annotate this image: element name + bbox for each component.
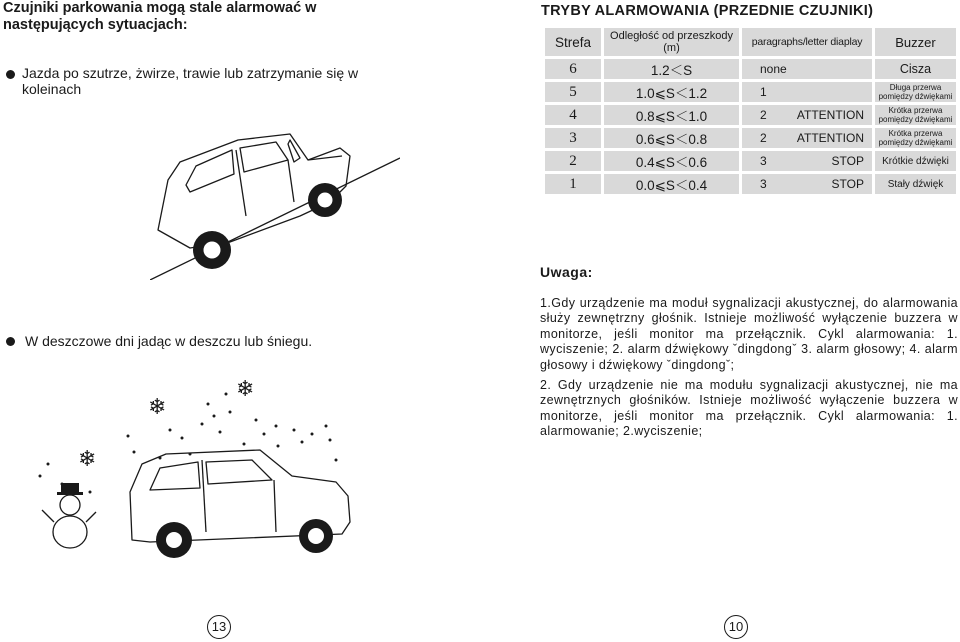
situation-rain-snow: W deszczowe dni jadąc w deszczu lub śniegu. <box>25 333 313 349</box>
cell-display-word: ATTENTION <box>796 108 864 122</box>
cell-zone: 4 <box>545 105 604 125</box>
situation-gravel: Jazda po szutrze, żwirze, trawie lub zatrzymanie się w koleinach <box>22 65 359 97</box>
cell-zone: 5 <box>545 82 604 102</box>
header-zone: Strefa <box>545 28 604 56</box>
header-buzzer: Buzzer <box>875 28 956 56</box>
cell-display-word: ATTENTION <box>796 131 864 145</box>
cell-distance: 1.0⩽S＜1.2 <box>604 82 742 102</box>
cell-distance: 0.8⩽S＜1.0 <box>604 105 742 125</box>
note-paragraph-1: 1.Gdy urządzenie ma moduł sygnalizacji akustycznej, do alarmowania służy zewnętrzny głośnik. Istnieje możliwość wyłączenie buzzera w monitorze, jeśli monitor ma przełącznik. Cykl alarmowania: 1. wyciszenie; 2. alarm dźwiękowy ˇdingdongˇ 3. alarm głosowy; 4. alarm głosowy i dźwiękowy ˇdingdongˇ; <box>540 296 958 372</box>
cell-display-number: 2 <box>760 131 767 145</box>
alarm-modes-table <box>545 25 956 197</box>
cell-zone: 3 <box>545 128 604 148</box>
cell-display-word: STOP <box>831 154 864 168</box>
table-row <box>545 105 956 125</box>
snow-scene-illustration <box>30 372 380 562</box>
snowflake-icon: ❄ <box>78 447 97 472</box>
cell-display-number: none <box>760 62 787 76</box>
page-number-right: 10 <box>724 615 748 639</box>
bullet-icon <box>6 70 15 79</box>
cell-distance: 0.0⩽S＜0.4 <box>604 174 742 194</box>
cell-zone: 2 <box>545 151 604 171</box>
cell-buzzer: Długa przerwa pomiędzy dźwiękami <box>875 82 956 102</box>
cell-display-number: 3 <box>760 177 767 191</box>
page-number-left: 13 <box>207 615 231 639</box>
cell-display-number: 2 <box>760 108 767 122</box>
table-row <box>545 128 956 148</box>
header-display: paragraphs/letter diaplay <box>742 28 875 56</box>
snowflake-icon: ❄ <box>148 395 167 420</box>
cell-display-word: STOP <box>831 177 864 191</box>
table-row <box>545 174 956 194</box>
table-row <box>545 59 956 79</box>
cell-buzzer: Cisza <box>875 59 956 79</box>
cell-buzzer: Krótka przerwa pomiędzy dźwiękami <box>875 128 956 148</box>
cell-distance: 0.6⩽S＜0.8 <box>604 128 742 148</box>
snowflake-icon: ❄ <box>236 377 255 402</box>
car-on-slope-illustration <box>150 130 400 280</box>
note-title: Uwaga: <box>540 264 593 280</box>
left-page-title: Czujniki parkowania mogą stale alarmować w następujących sytuacjach: <box>3 0 317 33</box>
cell-zone: 6 <box>545 59 604 79</box>
cell-buzzer: Krótka przerwa pomiędzy dźwiękami <box>875 105 956 125</box>
cell-distance: 1.2＜S <box>604 59 742 79</box>
note-paragraph-2: 2. Gdy urządzenie nie ma modułu sygnalizacji akustycznej, nie ma zewnętrznych głośników. Istnieje możliwość wyłączenie buzzera w monitorze, jeśli monitor ma przełącznik. Cykl alarmowania: 1. alarmowanie; 2.wyciszenie; <box>540 378 958 439</box>
table-row <box>545 82 956 102</box>
cell-zone: 1 <box>545 174 604 194</box>
table-header-row <box>545 28 956 56</box>
table-row <box>545 151 956 171</box>
right-page-title: TRYBY ALARMOWANIA (PRZEDNIE CZUJNIKI) <box>541 3 874 19</box>
cell-display-number: 3 <box>760 154 767 168</box>
cell-buzzer: Stały dźwięk <box>875 174 956 194</box>
bullet-icon <box>6 337 15 346</box>
cell-display-number: 1 <box>760 85 767 99</box>
cell-distance: 0.4⩽S＜0.6 <box>604 151 742 171</box>
cell-buzzer: Krótkie dźwięki <box>875 151 956 171</box>
header-distance: Odległość od przeszkody (m) <box>604 28 742 56</box>
